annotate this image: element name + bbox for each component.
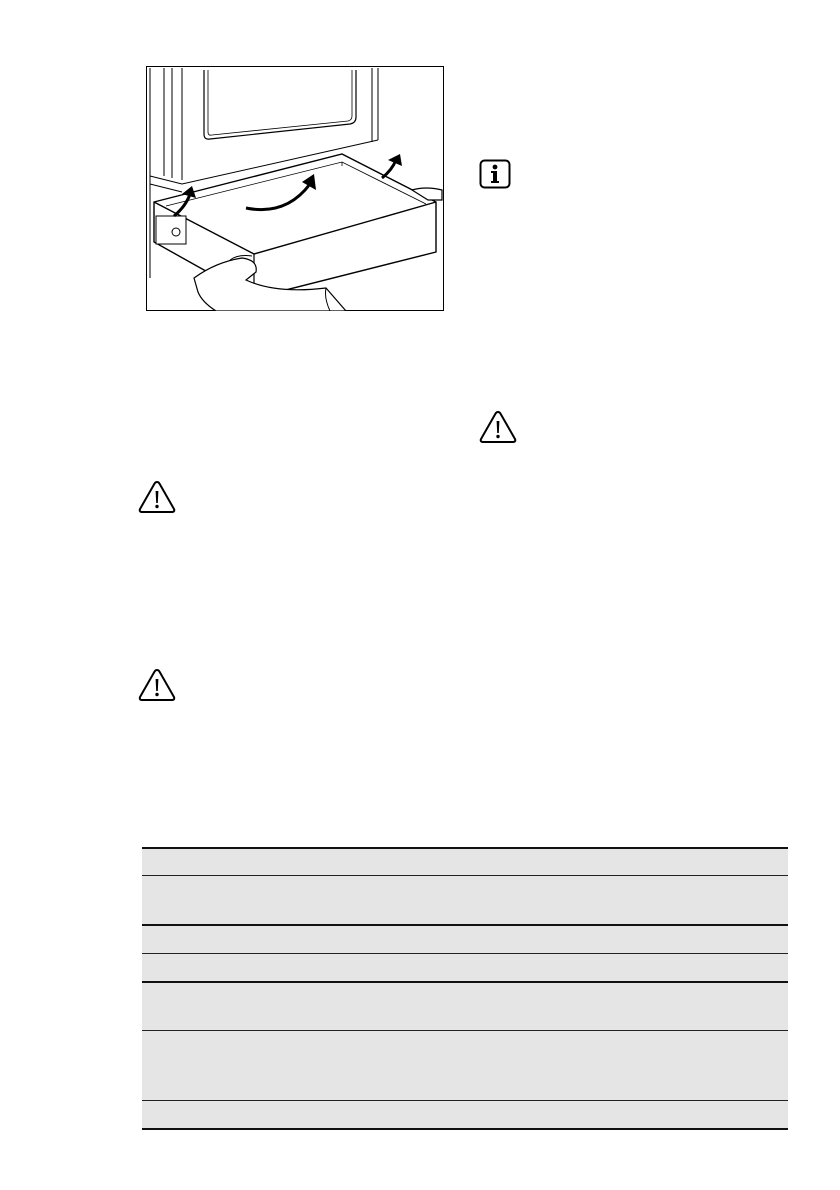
info-icon [479,159,511,189]
table-row [142,1101,788,1130]
table-row [142,926,788,954]
table-row [142,954,788,983]
data-table [142,847,788,1130]
warning-triangle-icon [479,410,517,444]
warning-triangle-icon [138,668,176,702]
table-row [142,876,788,926]
drawer-removal-illustration [146,66,444,311]
table-row [142,1031,788,1101]
table-row [142,847,788,876]
table-row [142,983,788,1031]
warning-triangle-icon [138,480,176,514]
